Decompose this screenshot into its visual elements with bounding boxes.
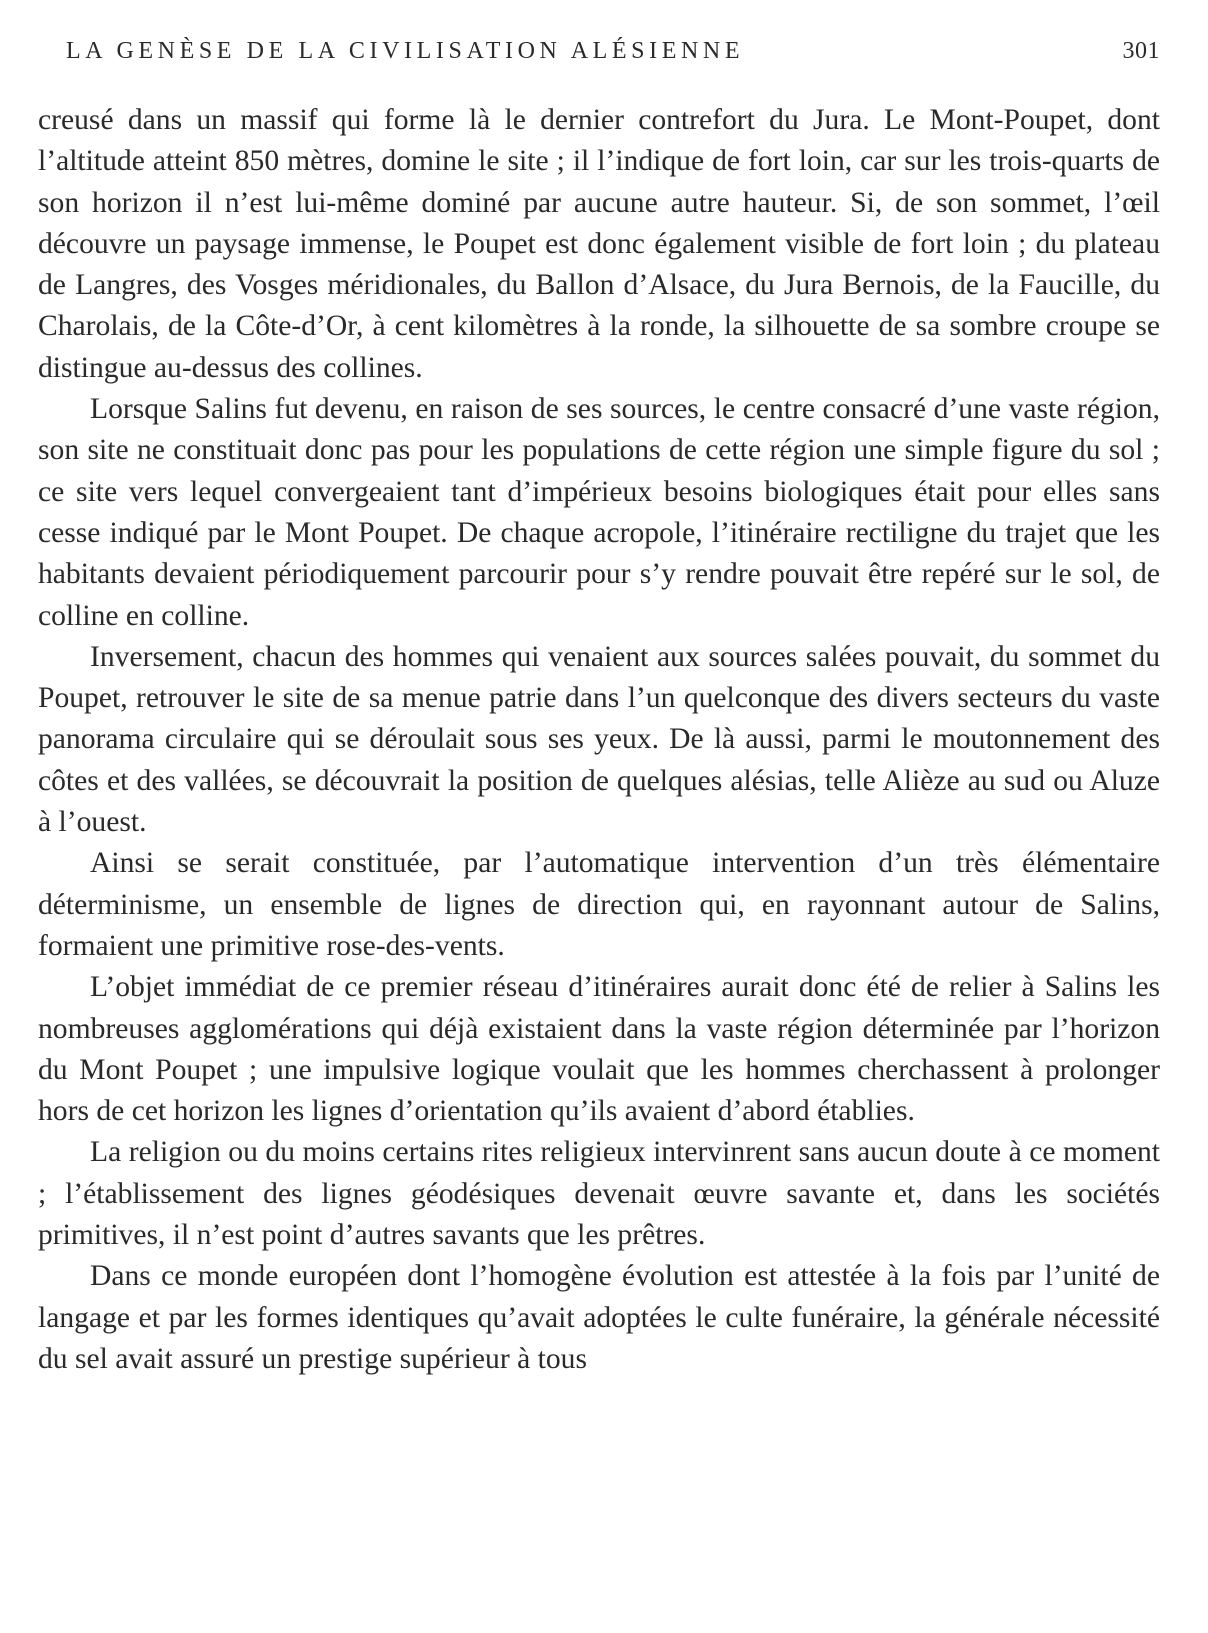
paragraph-6: La religion ou du moins certains rites religieux intervinrent sans aucun doute à ce moment ; l’établissement des lignes géodésiques devenait œuvre savante et, dans les sociétés primitives, il n’est point d’autres savants que les prêtres. [38,1136,1160,1252]
paragraph-5: L’objet immédiat de ce premier réseau d’itinéraires aurait donc été de relier à Salins les nombreuses agglomérations qui déjà existaient dans la vaste région déterminée par l’horizon du Mont Poupet ; une impulsive logique voulait que les hommes cherchassent à prolonger hors de cet horizon les lignes d’orientation qu’ils avaient d’abord établies. [38,971,1160,1128]
paragraph-7: Dans ce monde européen dont l’homogène évolution est attestée à la fois par l’unité de langage et par les formes identiques qu’avait adoptées le culte funéraire, la générale nécessité du sel avait assuré un prestige supérieur à tous [38,1260,1160,1375]
running-title: LA GENÈSE DE LA CIVILISATION ALÉSIENNE [66,38,745,64]
paragraph-3: Inversement, chacun des hommes qui venaient aux sources salées pouvait, du sommet du Poupet, retrouver le site de sa menue patrie dans l’un quelconque des divers secteurs du vaste panorama circulaire qui se déroulait sous ses yeux. De là aussi, parmi le moutonnement des côtes et des vallées, se découvrait la position de quelques alésias, telle Alièze au sud ou Aluze à l’ouest. [38,640,1160,839]
page-number: 301 [1122,38,1160,64]
running-header [38,38,1160,78]
paragraph-2: Lorsque Salins fut devenu, en raison de ses sources, le centre consacré d’une vaste région, son site ne constituait donc pas pour les populations de cette région une simple figure du sol ; ce site vers lequel convergeaient tant d’impérieux besoins biologiques était pour elles sans cesse indiqué par le Mont Poupet. De chaque acropole, l’itinéraire rectiligne du trajet que les habitants devaient périodiquement parcourir pour s’y rendre pouvait être repéré sur le sol, de colline en colline. [38,393,1160,632]
body-text [38,100,1160,1380]
paragraph-1: creusé dans un massif qui forme là le dernier contrefort du Jura. Le Mont-Poupet, dont l’altitude atteint 850 mètres, domine le site ; il l’indique de fort loin, car sur les trois-quarts de son horizon il n’est lui-même dominé par aucune autre hauteur. Si, de son sommet, l’œil découvre un paysage immense, le Poupet est donc également visible de fort loin ; du plateau de Langres, des Vosges méridionales, du Ballon d’Alsace, du Jura Bernois, de la Faucille, du Charolais, de la Côte-d’Or, à cent kilomètres à la ronde, la silhouette de sa sombre croupe se distingue au-dessus des collines. [38,104,1160,384]
paragraph-4: Ainsi se serait constituée, par l’automatique intervention d’un très élémentaire déterminisme, un ensemble de lignes de direction qui, en rayonnant autour de Salins, formaient une primitive rose-des-vents. [38,847,1160,962]
